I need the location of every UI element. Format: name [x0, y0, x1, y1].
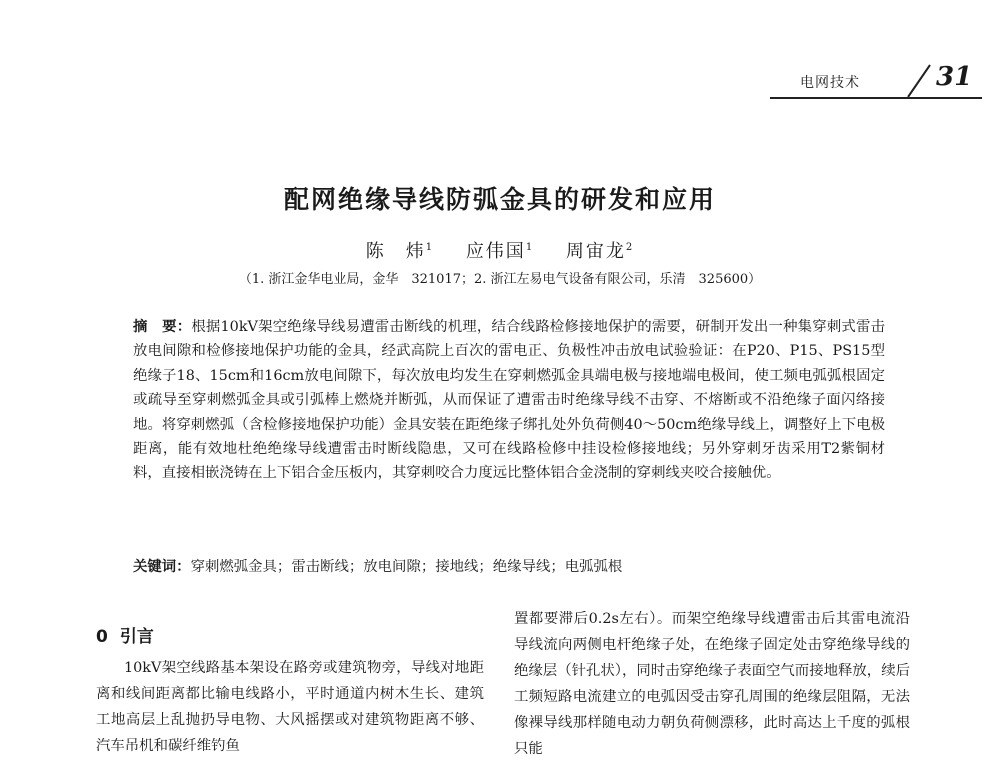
keywords — [133, 555, 885, 579]
paper-title: 配网绝缘导线防弧金具的研发和应用 — [283, 185, 716, 214]
author: 周宙龙$^2$ — [565, 241, 635, 262]
author: 陈 炜$^1$ — [365, 241, 435, 262]
section-title: 引言 — [119, 627, 154, 647]
section-heading — [96, 622, 154, 647]
header-rule — [770, 97, 982, 99]
body-column-left — [96, 655, 484, 759]
affiliation: （1. 浙江金华电业局，金华 321017；2. 浙江左易电气设备有限公司，乐清 325600） — [238, 272, 762, 287]
body-column-right — [514, 606, 910, 762]
section-number: 0 — [96, 627, 108, 647]
page-number: 31 — [936, 62, 973, 92]
abstract — [133, 315, 885, 486]
abstract-label: 摘 要： — [133, 319, 192, 335]
header-slash-icon — [906, 64, 932, 98]
body-paragraph: 置都要滞后0.2s左右）。而架空绝缘导线遭雷击后其雷电流沿导线流向两侧电杆绝缘子处，在绝缘子固定处击穿绝缘导线的绝缘层（针孔状），同时击穿绝缘子表面空气而接地释放，续后工频短路电流建立的电弧因受击穿孔周围的绝缘层阻隔，无法像裸导线那样随电动力朝负荷侧漂移，此时高达上千度的弧根只能 — [514, 611, 910, 757]
header-section-label: 电网技术 — [800, 75, 860, 91]
keywords-text: 穿刺燃弧金具；雷击断线；放电间隙；接地线；绝缘导线；电弧弧根 — [190, 559, 623, 575]
keywords-label: 关键词： — [133, 559, 191, 575]
abstract-text: 根据10kV架空绝缘导线易遭雷击断线的机理，结合线路检修接地保护的需要，研制开发出一种集穿刺式雷击放电间隙和检修接地保护功能的金具，经武高院上百次的雷电正、负极性冲击放电试验验证：在P20、P15、PS15型绝缘子18、15cm和16cm放电间隙下，每次放电均发生在穿刺燃弧金具端电极与接地端电极间，使工频电弧弧根固定或疏导至穿刺燃弧金具或引弧棒上燃烧并断弧，从而保证了遭雷击时绝缘导线不击穿、不熔断或不沿绝缘子面闪络接地。将穿刺燃弧（含检修接地保护功能）金具安装在距绝缘子绑扎处外负荷侧40～50cm绝缘导线上，调整好上下电极距离，能有效地杜绝绝缘导线遭雷击时断线隐患，又可在线路检修中挂设检修接地线；另外穿刺牙齿采用T2紫铜材料，直接相嵌浇铸在上下铝合金压板内，其穿刺咬合力度远比整体铝合金浇制的穿刺线夹咬合接触优。 — [133, 319, 885, 482]
body-paragraph: 10kV架空线路基本架设在路旁或建筑物旁，导线对地距离和线间距离都比输电线路小，平时通道内树木生长、建筑工地高层上乱抛扔导电物、大风摇摆或对建筑物距离不够、汽车吊机和碳纤维钓鱼 — [96, 660, 484, 754]
author: 应伟国$^1$ — [465, 241, 535, 262]
author-list — [0, 237, 1000, 263]
